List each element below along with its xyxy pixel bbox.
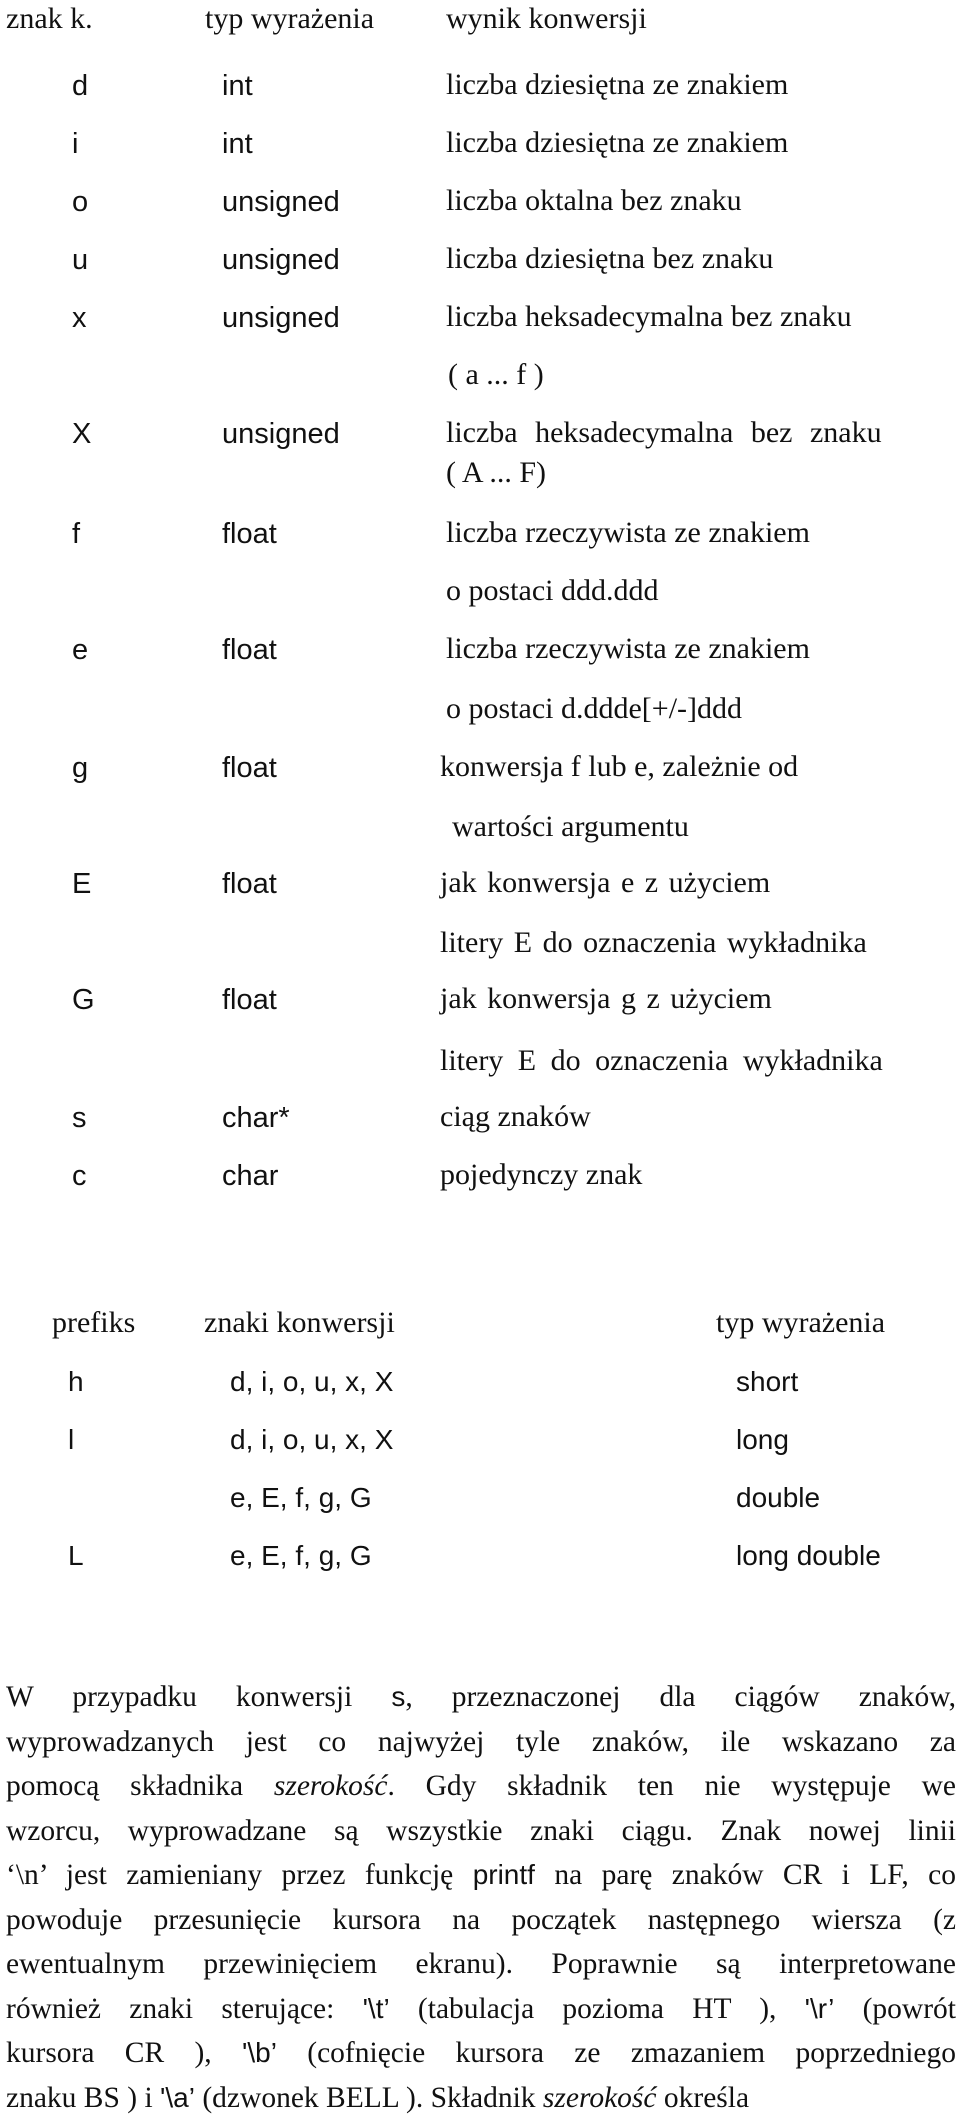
table-row-wynik-cont: litery E do oznaczenia wykładnika	[440, 926, 867, 960]
table-row-wynik: liczba heksadecymalna bez znaku	[446, 416, 882, 450]
table-row-wynik-cont: o postaci d.ddde[+/-]ddd	[446, 692, 742, 726]
code-s: s	[391, 1681, 405, 1712]
table-row-typ: int	[222, 128, 253, 161]
text: W przypadku konwersji	[6, 1681, 391, 1713]
text: (tabulacja pozioma HT ),	[390, 1993, 805, 2025]
text: . Gdy składnik ten nie występuje we	[387, 1770, 956, 1802]
table-row-typ: char*	[222, 1102, 290, 1135]
table-row-typ: char	[222, 1160, 278, 1193]
table-row-typ: unsigned	[222, 418, 340, 451]
paragraph-line: ewentualnym przewinięciem ekranu). Poprawnie są interpretowane	[6, 1942, 956, 1987]
table-row-typ: unsigned	[222, 244, 340, 277]
table-row-wynik: liczba heksadecymalna bez znaku	[446, 300, 852, 334]
table-row-wynik: konwersja f lub e, zależnie od	[440, 750, 798, 784]
table-row-wynik: liczba oktalna bez znaku	[446, 184, 742, 218]
header-typ: typ wyrażenia	[716, 1306, 885, 1340]
table-row-znak: X	[72, 418, 91, 451]
table-row-typ: float	[222, 752, 277, 785]
paragraph-line: powoduje przesunięcie kursora na początek następnego wiersza (z	[6, 1898, 956, 1943]
paragraph-line	[6, 1675, 956, 1720]
code-cr: '\r’	[805, 1993, 835, 2024]
table-row-wynik: pojedynczy znak	[440, 1158, 642, 1192]
table-row-znaki: e, E, f, g, G	[230, 1482, 372, 1514]
table-row-wynik: liczba dziesiętna bez znaku	[446, 242, 773, 276]
table-row-znak: i	[72, 128, 78, 161]
table-row-wynik-cont: o postaci ddd.ddd	[446, 574, 658, 608]
table-row-wynik: liczba dziesiętna ze znakiem	[446, 68, 788, 102]
table-row-typ: float	[222, 984, 277, 1017]
body-paragraph	[6, 1675, 956, 2120]
text: (dzwonek BELL ). Składnik	[195, 2082, 543, 2114]
table-row-typ: int	[222, 70, 253, 103]
table-row-znaki: e, E, f, g, G	[230, 1540, 372, 1572]
table-row-znak: f	[72, 518, 80, 551]
table-row-wynik: liczba dziesiętna ze znakiem	[446, 126, 788, 160]
header-prefiks: prefiks	[52, 1306, 135, 1340]
table-row-wynik: liczba rzeczywista ze znakiem	[446, 516, 810, 550]
code-bs: '\b’	[242, 2037, 277, 2068]
table-row-wynik: jak konwersja e z użyciem	[440, 866, 770, 900]
header-znak: znak k.	[6, 2, 93, 36]
paragraph-line	[6, 1764, 956, 1809]
header-typ: typ wyrażenia	[205, 2, 374, 36]
table-row-wynik-cont: litery E do oznaczenia wykładnika	[440, 1044, 883, 1078]
paragraph-line	[6, 2076, 956, 2120]
table-row-prefiks: l	[68, 1424, 74, 1456]
paragraph-line: wzorcu, wyprowadzane są wszystkie znaki ciągu. Znak nowej linii	[6, 1809, 956, 1854]
table-row-znaki: d, i, o, u, x, X	[230, 1424, 393, 1456]
table-row-znak: e	[72, 634, 88, 667]
table-row-znak: u	[72, 244, 88, 277]
code-printf: printf	[473, 1859, 535, 1890]
table-row-wynik: liczba rzeczywista ze znakiem	[446, 632, 810, 666]
text: na parę znaków CR i LF, co	[535, 1859, 956, 1891]
table-row-znak: G	[72, 984, 95, 1017]
table-row-wynik-cont: ( a ... f )	[448, 358, 544, 392]
header-znaki: znaki konwersji	[204, 1306, 395, 1340]
table-row-wynik: ciąg znaków	[440, 1100, 591, 1134]
table-row-typ: float	[222, 518, 277, 551]
code-bell: '\a’	[160, 2082, 195, 2113]
table-row-typ: float	[222, 634, 277, 667]
table-row-typ: float	[222, 868, 277, 901]
text: ‘\n’ jest zamieniany przez funkcję	[6, 1859, 473, 1891]
text: znaku BS ) i	[6, 2082, 160, 2114]
table-row-prefiks: h	[68, 1366, 84, 1398]
table-row-wynik-cont: wartości argumentu	[452, 810, 689, 844]
table-row-wynik-cont: ( A ... F)	[446, 456, 546, 490]
text: , przeznaczonej dla ciągów znaków,	[405, 1681, 956, 1713]
table-row-typ: long double	[736, 1540, 881, 1572]
table-row-znak: o	[72, 186, 88, 219]
table-row-wynik: jak konwersja g z użyciem	[440, 982, 772, 1016]
text: (powrót	[834, 1993, 956, 2025]
table-row-typ: double	[736, 1482, 820, 1514]
text: określa	[657, 2082, 750, 2114]
table-row-znak: s	[72, 1102, 87, 1135]
table-row-typ: unsigned	[222, 302, 340, 335]
code-tab: '\t’	[363, 1993, 390, 2024]
table-row-prefiks: L	[68, 1540, 84, 1572]
table-row-znak: g	[72, 752, 88, 785]
table-row-znak: x	[72, 302, 87, 335]
table-row-typ: unsigned	[222, 186, 340, 219]
text: kursora CR ),	[6, 2037, 242, 2069]
paragraph-line	[6, 2031, 956, 2076]
text: również znaki sterujące:	[6, 1993, 363, 2025]
paragraph-line	[6, 1987, 956, 2032]
text: (cofnięcie kursora ze zmazaniem poprzedniego	[277, 2037, 956, 2069]
emphasis-szerokosc: szerokość	[543, 2082, 657, 2114]
paragraph-line: wyprowadzanych jest co najwyżej tyle znaków, ile wskazano za	[6, 1720, 956, 1765]
header-wynik: wynik konwersji	[446, 2, 647, 36]
table-row-znaki: d, i, o, u, x, X	[230, 1366, 393, 1398]
paragraph-line	[6, 1853, 956, 1898]
table-row-znak: d	[72, 70, 88, 103]
emphasis-szerokosc: szerokość	[274, 1770, 388, 1802]
table-row-znak: E	[72, 868, 91, 901]
text: pomocą składnika	[6, 1770, 274, 1802]
table-row-znak: c	[72, 1160, 87, 1193]
table-row-typ: long	[736, 1424, 789, 1456]
table-row-typ: short	[736, 1366, 798, 1398]
